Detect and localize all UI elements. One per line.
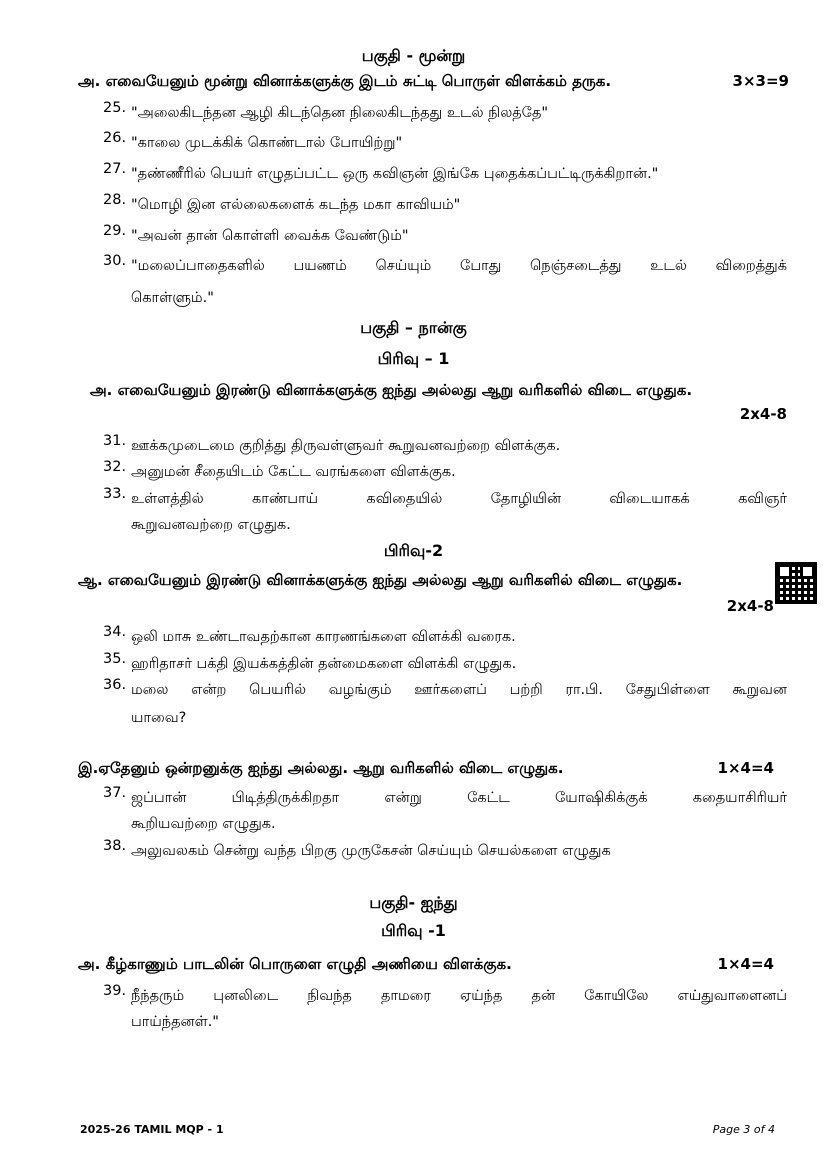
question-text: "மொழி இன எல்லைகளைக் கடந்த மகா காவியம்" — [131, 197, 461, 213]
part5-section1-heading: பிரிவு -1 — [381, 921, 446, 940]
part4-section3-instruction — [78, 759, 774, 779]
question-text: "மலைப்பாதைகளில் பயணம் செய்யும் போது நெஞ்சடைத்து உடல் விறைத்துக் — [131, 258, 787, 274]
question-30 — [103, 253, 787, 311]
question-number: 25. — [103, 100, 127, 116]
question-number: 27. — [103, 161, 127, 177]
question-number: 38. — [103, 838, 127, 854]
question-number: 29. — [103, 223, 127, 239]
part4-section3-marks: 1×4=4 — [717, 759, 774, 777]
part4-section1-heading: பிரிவு – 1 — [377, 349, 450, 368]
footer-document-code: 2025-26 TAMIL MQP - 1 — [80, 1123, 224, 1136]
part5-section1-instruction-text: அ. கீழ்காணும் பாடலின் பொருளை எழுதி அணியை விளக்குக. — [78, 955, 512, 973]
question-number: 33. — [103, 486, 127, 502]
part4-section2-instruction — [78, 571, 772, 591]
question-31 — [103, 433, 787, 459]
question-number: 30. — [103, 253, 127, 269]
question-number: 35. — [103, 651, 127, 667]
part4-section2-instruction-text: ஆ. எவையேனும் இரண்டு வினாக்களுக்கு ஐந்து அல்லது ஆறு வரிகளில் விடை எழுதுக. — [78, 571, 683, 589]
question-text-continued: பாய்ந்தனள்." — [131, 1014, 219, 1030]
question-text-continued: கூறுவனவற்றை எழுதுக. — [131, 517, 291, 533]
question-39 — [103, 983, 787, 1035]
part3-marks: 3×3=9 — [732, 72, 789, 90]
part4-section2-heading: பிரிவு-2 — [383, 541, 444, 560]
part3-instruction-text: அ. எவையேனும் மூன்று வினாக்களுக்கு இடம் சுட்டி பொருள் விளக்கம் தருக. — [78, 72, 612, 90]
question-29 — [103, 223, 787, 249]
part4-section1-instruction-text: அ. எவையேனும் இரண்டு வினாக்களுக்கு ஐந்து அல்லது ஆறு வரிகளில் விடை எழுதுக. — [90, 381, 693, 399]
question-33 — [103, 486, 787, 538]
footer-page-number: Page 3 of 4 — [712, 1123, 775, 1136]
question-32 — [103, 459, 787, 485]
part4-section3-instruction-text: இ.ஏதேனும் ஒன்றனுக்கு ஐந்து அல்லது. ஆறு வரிகளில் விடை எழுதுக. — [78, 759, 564, 777]
question-35 — [103, 651, 787, 677]
question-26 — [103, 130, 787, 156]
question-28 — [103, 192, 787, 218]
part4-heading: பகுதி – நான்கு — [360, 318, 467, 337]
part3-instruction — [78, 72, 789, 92]
question-text: அனுமன் சீதையிடம் கேட்ட வரங்களை விளக்குக. — [131, 464, 456, 480]
question-text: ஹரிதாசர் பக்தி இயக்கத்தின் தன்மைகளை விளக்கி எழுதுக. — [131, 656, 517, 672]
question-text-continued: யாவை? — [131, 710, 187, 726]
question-text: "அலைகிடந்தன ஆழி கிடந்தென நிலைகிடந்தது உடல் நிலத்தே" — [131, 105, 549, 121]
part5-section1-instruction — [78, 955, 774, 975]
question-34 — [103, 624, 787, 650]
question-number: 31. — [103, 433, 127, 449]
question-text-continued: கொள்ளும்." — [131, 290, 214, 306]
question-text: ஊக்கமுடைமை குறித்து திருவள்ளுவர் கூறுவனவற்றை விளக்குக. — [131, 438, 561, 454]
question-38 — [103, 838, 787, 864]
question-text-continued: கூறியவற்றை எழுதுக. — [131, 816, 276, 832]
question-text: உள்ளத்தில் காண்பாய் கவிதையில் தோழியின் விடையாகக் கவிஞர் — [131, 491, 787, 507]
question-25 — [103, 100, 787, 126]
question-text: அலுவலகம் சென்று வந்த பிறகு முருகேசன் செய்யும் செயல்களை எழுதுக — [131, 843, 611, 859]
part4-section1-marks: 2x4-8 — [739, 405, 787, 423]
question-number: 36. — [103, 677, 127, 693]
question-number: 28. — [103, 192, 127, 208]
question-text: ஜப்பான் பிடித்திருக்கிறதா என்று கேட்ட யோஷிகிக்குக் கதையாசிரியர் — [131, 790, 787, 806]
part5-section1-marks: 1×4=4 — [717, 955, 774, 973]
question-36 — [103, 677, 787, 731]
question-number: 32. — [103, 459, 127, 475]
question-text: நீந்தரும் புனலிடை நிவந்த தாமரை ஏய்ந்த தன் கோயிலே எய்துவாளைனப் — [131, 988, 787, 1004]
question-number: 37. — [103, 785, 127, 801]
question-number: 39. — [103, 983, 127, 999]
part5-heading: பகுதி- ஐந்து — [369, 893, 458, 912]
question-text: "அவன் தான் கொள்ளி வைக்க வேண்டும்" — [131, 228, 409, 244]
question-number: 34. — [103, 624, 127, 640]
question-27 — [103, 161, 787, 187]
part3-heading: பகுதி - மூன்று — [361, 46, 466, 65]
question-text: ஒலி மாசு உண்டாவதற்கான காரணங்களை விளக்கி வரைக. — [131, 629, 516, 645]
question-37 — [103, 785, 787, 837]
question-text: "காலை முடக்கிக் கொண்டால் போயிற்று" — [131, 135, 403, 151]
part4-section2-marks: 2x4-8 — [726, 597, 774, 615]
question-text: "தண்ணீரில் பெயர் எழுதப்பட்ட ஒரு கவிஞன் இங்கே புதைக்கப்பட்டிருக்கிறான்." — [131, 166, 659, 182]
part4-section1-instruction — [90, 381, 787, 401]
question-number: 26. — [103, 130, 127, 146]
qr-code-icon — [777, 564, 815, 602]
question-text: மலை என்ற பெயரில் வழங்கும் ஊர்களைப் பற்றி ரா.பி. சேதுபிள்ளை கூறுவன — [131, 682, 787, 698]
